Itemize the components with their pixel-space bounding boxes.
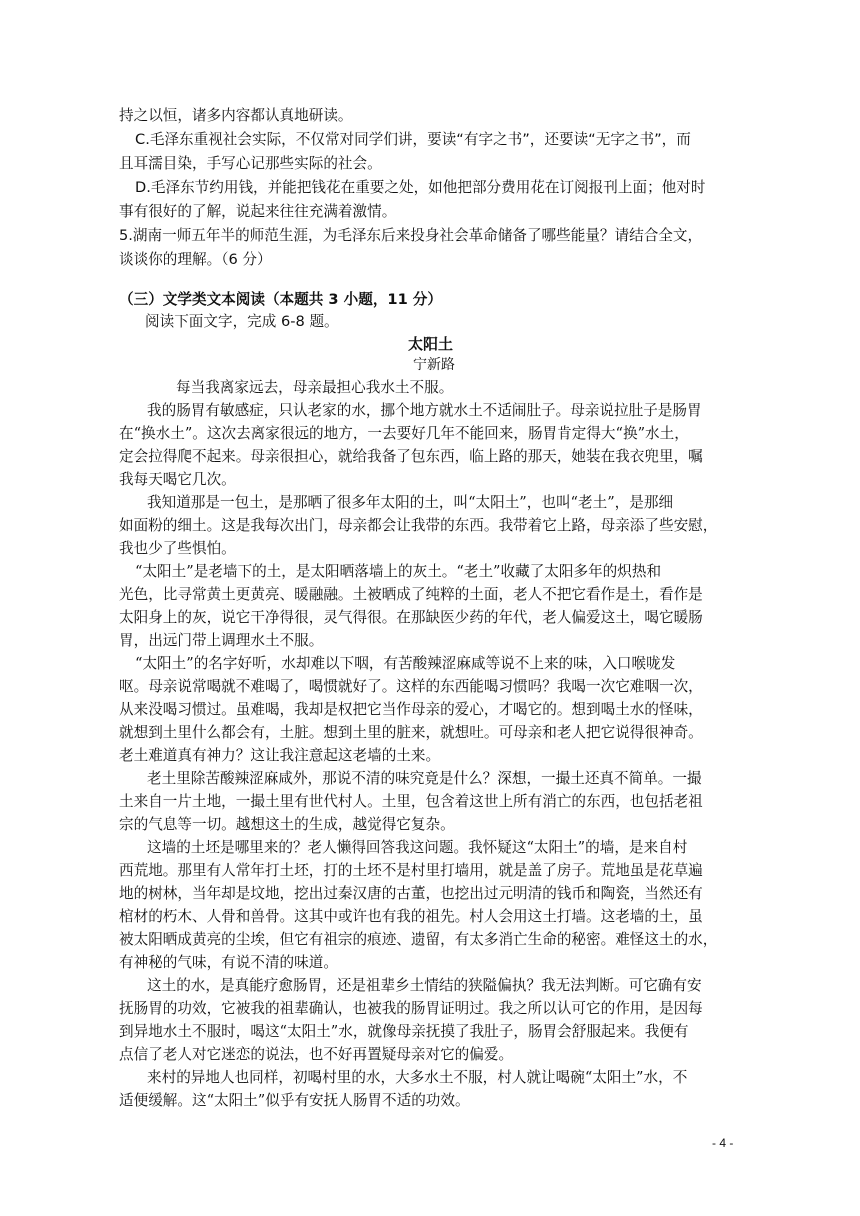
article-line: 光色，比寻常黄土更黄亮、暖融融。土被晒成了纯粹的土面，老人不把它看作是土，看作是 — [119, 586, 703, 603]
article-line: 呕。母亲说常喝就不难喝了，喝惯就好了。这样的东西能喝习惯吗？我喝一次它难咽一次， — [119, 678, 703, 695]
question-5-line1: 5.湖南一师五年半的师范生涯，为毛泽东后来投身社会革命储备了哪些能量？请结合全文， — [119, 227, 703, 244]
article-line: 到异地水土不服时，喝这“太阳土”水，就像母亲抚摸了我肚子，肠胃会舒服起来。我便有 — [119, 1023, 689, 1040]
page-number: - 4 - — [712, 1136, 734, 1150]
article-line: 如面粉的细土。这是我每次出门，母亲都会让我带的东西。我带着它上路，母亲添了些安慰， — [119, 517, 718, 534]
article-line: 老土里除苦酸辣涩麻咸外，那说不清的味究竟是什么？深想，一撮土还真不简单。一撮 — [147, 770, 702, 787]
article-line: 被太阳晒成黄亮的尘埃，但它有祖宗的痕迹、遗留，有太多消亡生命的秘密。难怪这土的水， — [119, 931, 718, 948]
section-heading: （三）文学类文本阅读（本题共 3 小题，11 分） — [119, 291, 442, 308]
article-line: 这土的水，是真能疗愈肠胃，还是祖辈乡土情结的狭隘偏执？我无法判断。可它确有安 — [147, 977, 702, 994]
article-line: 西荒地。那里有人常年打土坯，打的土坯不是村里打墙用，就是盖了房子。荒地虽是花草遍 — [119, 862, 703, 879]
option-d-line2: 事有很好的了解，说起来往往充满着激情。 — [119, 203, 397, 220]
article-line: 胃，出远门带上调理水土不服。 — [119, 632, 324, 649]
article-line: 就想到土里什么都会有，土脏。想到土里的脏来，就想吐。可母亲和老人把它说得很神奇。 — [119, 724, 703, 741]
article-title: 太阳土 — [408, 335, 454, 353]
article-line: 地的树林，当年却是坟地，挖出过秦汉唐的古董，也挖出过元明清的钱币和陶瓷，当然还有 — [119, 885, 703, 902]
article-line: 土来自一片土地，一撮土里有世代村人。土里，包含着这世上所有消亡的东西，也包括老祖 — [119, 793, 703, 810]
article-line: 在“换水土”。这次去离家很远的地方，一去要好几年不能回来，肠胃肯定得大“换”水土， — [119, 425, 689, 442]
article-line: 定会拉得爬不起来。母亲很担心，就给我备了包东西，临上路的那天，她装在我衣兜里，嘱 — [119, 448, 703, 465]
article-line: 这墙的土坯是哪里来的？老人懒得回答我这问题。我怀疑这“太阳土”的墙，是来自村 — [147, 839, 688, 856]
article-line: 太阳身上的灰，说它干净得很，灵气得很。在那缺医少药的年代，老人偏爱这土，喝它暖肠 — [119, 609, 703, 626]
option-d-line1: D.毛泽东节约用钱，并能把钱花在重要之处，如他把部分费用花在订阅报刊上面；他对时 — [135, 179, 706, 196]
article-author: 宁新路 — [413, 357, 455, 373]
article-line: 有神秘的气味，有说不清的味道。 — [119, 954, 338, 971]
option-b-continuation: 持之以恒，诸多内容都认真地研读。 — [119, 107, 353, 124]
article-line: 我也少了些惧怕。 — [119, 540, 236, 557]
question-5-line2: 谈谈你的理解。（6 分） — [119, 251, 272, 268]
article-line: 宗的气息等一切。越想这土的生成，越觉得它复杂。 — [119, 816, 455, 833]
article-line: 我每天喝它几次。 — [119, 471, 236, 488]
article-line: 从来没喝习惯过。虽难喝，我却是权把它当作母亲的爱心，才喝它的。想到喝土水的怪味， — [119, 701, 703, 718]
article-line: “太阳土”是老墙下的土，是太阳晒落墙上的灰土。“老土”收藏了太阳多年的炽热和 — [135, 563, 662, 580]
reading-instruction: 阅读下面文字，完成 6-8 题。 — [145, 313, 339, 330]
article-line: 棺材的朽木、人骨和兽骨。这其中或许也有我的祖先。村人会用这土打墙。这老墙的土，虽 — [119, 908, 703, 925]
article-line: 每当我离家远去，母亲最担心我水土不服。 — [176, 379, 454, 396]
article-line: 老土难道真有神力？这让我注意起这老墙的土来。 — [119, 747, 441, 764]
article-line: 我的肠胃有敏感症，只认老家的水，挪个地方就水土不适闹肚子。母亲说拉肚子是肠胃 — [147, 402, 702, 419]
article-line: 来村的异地人也同样，初喝村里的水，大多水土不服，村人就让喝碗“太阳土”水，不 — [147, 1069, 688, 1086]
option-c-line1: C.毛泽东重视社会实际，不仅常对同学们讲，要读“有字之书”，还要读“无字之书”，而 — [135, 131, 691, 148]
option-c-line2: 且耳濡目染，手写心记那些实际的社会。 — [119, 155, 382, 172]
article-line: 点信了老人对它迷恋的说法，也不好再置疑母亲对它的偏爱。 — [119, 1046, 514, 1063]
article-line: 抚肠胃的功效，它被我的祖辈确认，也被我的肠胃证明过。我之所以认可它的作用，是因每 — [119, 1000, 703, 1017]
article-line: 我知道那是一包土，是那晒了很多年太阳的土，叫“太阳土”，也叫“老土”，是那细 — [147, 494, 674, 511]
article-line: 适便缓解。这“太阳土”似乎有安抚人肠胃不适的功效。 — [119, 1092, 470, 1109]
article-line: “太阳土”的名字好听，水却难以下咽，有苦酸辣涩麻咸等说不上来的味，入口喉咙发 — [135, 655, 676, 672]
